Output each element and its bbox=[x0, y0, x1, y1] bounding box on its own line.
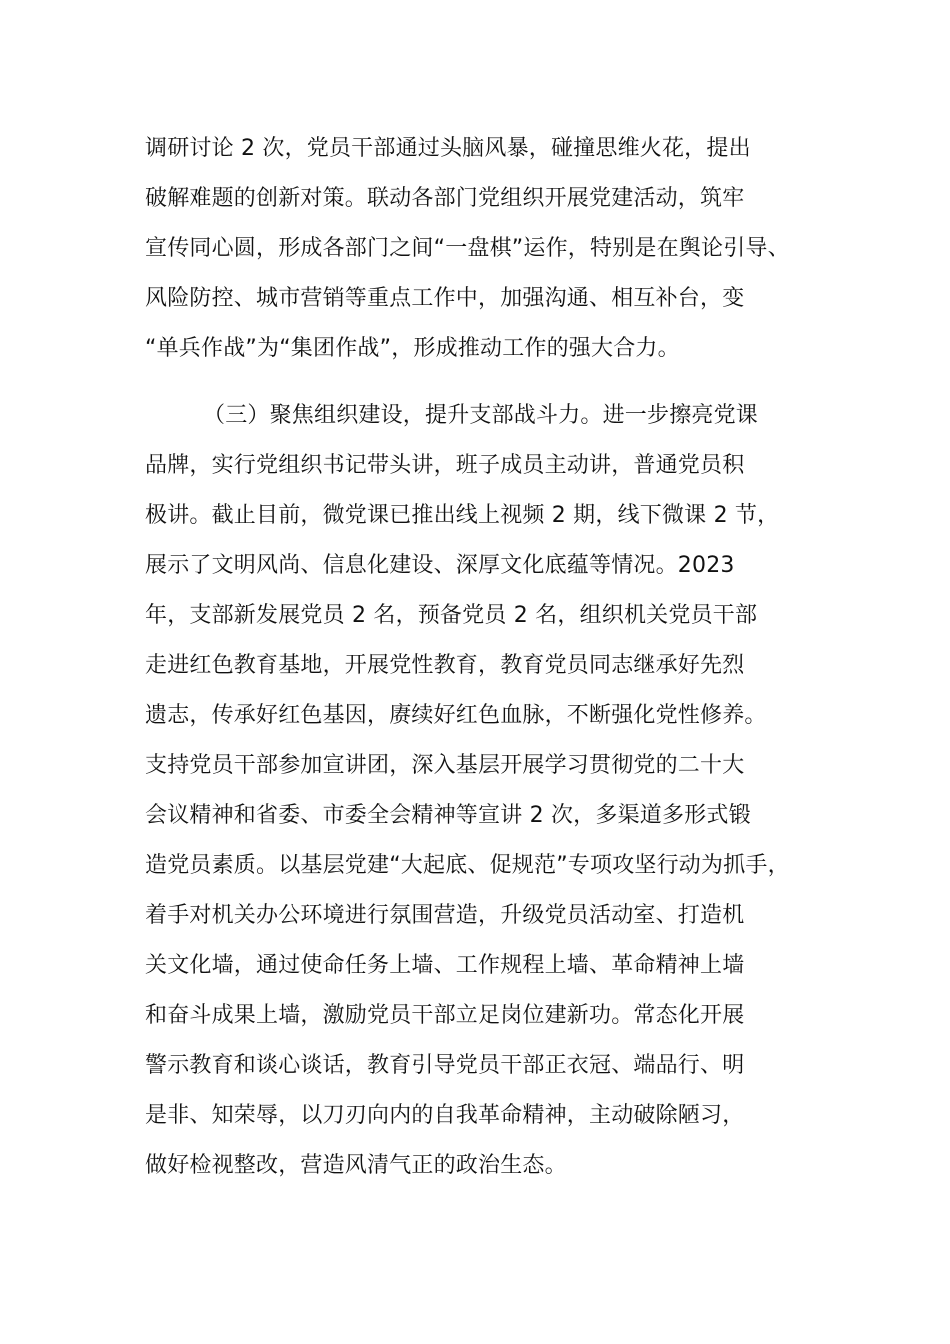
paragraph-spacer bbox=[145, 374, 845, 391]
document-body bbox=[145, 124, 845, 1191]
text-line: 是非、知荣辱，以刀刃向内的自我革命精神，主动破除陋习， bbox=[145, 1103, 745, 1128]
paragraph-1 bbox=[145, 124, 845, 374]
text-line: 和奋斗成果上墙，激励党员干部立足岗位建新功。常态化开展 bbox=[145, 1003, 745, 1028]
text-line: 会议精神和省委、市委全会精神等宣讲 2 次，多渠道多形式锻 bbox=[145, 803, 751, 828]
text-line: 宣传同心圆，形成各部门之间“一盘棋”运作，特别是在舆论引导、 bbox=[145, 236, 790, 261]
text-line: 展示了文明风尚、信息化建设、深厚文化底蕴等情况。2023 bbox=[145, 553, 735, 578]
text-line: 关文化墙，通过使命任务上墙、工作规程上墙、革命精神上墙 bbox=[145, 953, 745, 978]
text-line: 做好检视整改，营造风清气正的政治生态。 bbox=[145, 1153, 567, 1178]
text-line: 走进红色教育基地，开展党性教育，教育党员同志继承好先烈 bbox=[145, 653, 745, 678]
text-line: 年，支部新发展党员 2 名，预备党员 2 名，组织机关党员干部 bbox=[145, 603, 758, 628]
paragraph-heading-line: （三）聚焦组织建设，提升支部战斗力。进一步擦亮党课 bbox=[203, 403, 759, 428]
text-line: “单兵作战”为“集团作战”，形成推动工作的强大合力。 bbox=[145, 336, 680, 361]
text-line: 造党员素质。以基层党建“大起底、促规范”专项攻坚行动为抓手， bbox=[145, 853, 790, 878]
text-line: 遗志，传承好红色基因，赓续好红色血脉，不断强化党性修养。 bbox=[145, 703, 767, 728]
text-line: 调研讨论 2 次，党员干部通过头脑风暴，碰撞思维火花，提出 bbox=[145, 136, 751, 161]
text-line: 着手对机关办公环境进行氛围营造，升级党员活动室、打造机 bbox=[145, 903, 745, 928]
text-line: 支持党员干部参加宣讲团，深入基层开展学习贯彻党的二十大 bbox=[145, 753, 745, 778]
text-line: 警示教育和谈心谈话，教育引导党员干部正衣冠、端品行、明 bbox=[145, 1053, 745, 1078]
paragraph-2 bbox=[145, 391, 845, 1191]
text-line: 品牌，实行党组织书记带头讲，班子成员主动讲，普通党员积 bbox=[145, 453, 745, 478]
text-line: 风险防控、城市营销等重点工作中，加强沟通、相互补台，变 bbox=[145, 286, 745, 311]
text-line: 极讲。截止目前，微党课已推出线上视频 2 期，线下微课 2 节， bbox=[145, 503, 780, 528]
text-line: 破解难题的创新对策。联动各部门党组织开展党建活动，筑牢 bbox=[145, 186, 745, 211]
